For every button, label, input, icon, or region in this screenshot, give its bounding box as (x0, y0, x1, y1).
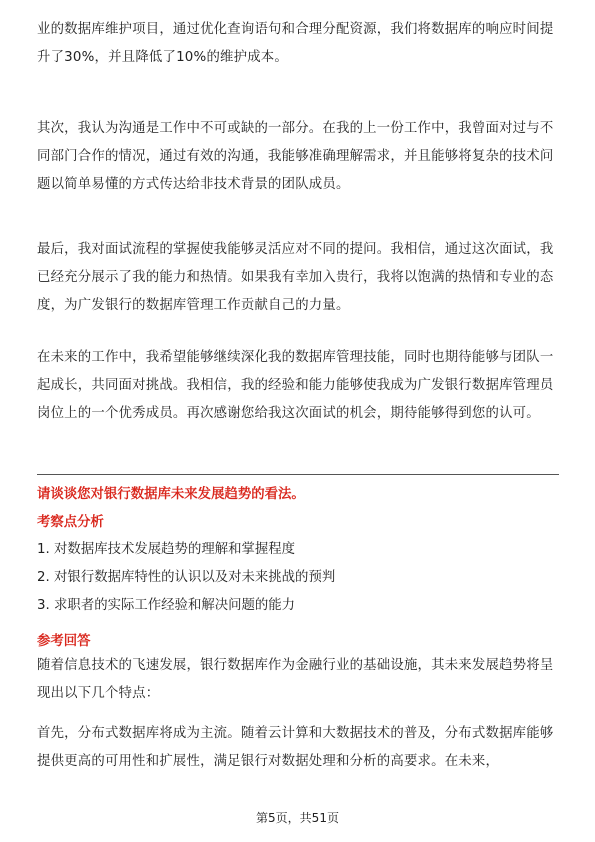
answer-paragraph: 首先，分布式数据库将成为主流。随着云计算和大数据技术的普及，分布式数据库能够提供更高的可用性和扩展性，满足银行对数据处理和分析的高要求。在未来， (37, 726, 554, 769)
page-number: 第5页，共51页 (256, 811, 339, 825)
body-paragraph: 其次，我认为沟通是工作中不可或缺的一部分。在我的上一份工作中，我曾面对过与不同部门合作的情况，通过有效的沟通，我能够准确理解需求，并且能够将复杂的技术问题以简单易懂的方式传达给非技术背景的团队成员。 (37, 121, 554, 192)
body-paragraph: 最后，我对面试流程的掌握使我能够灵活应对不同的提问。我相信，通过这次面试，我已经充分展示了我的能力和热情。如果我有幸加入贵行，我将以饱满的热情和专业的态度，为广发银行的数据库管理工作贡献自己的力量。 (37, 242, 554, 313)
section-divider (37, 474, 559, 475)
answer-heading: 参考回答 (37, 634, 91, 649)
analysis-heading: 考察点分析 (37, 515, 104, 530)
answer-paragraph: 随着信息技术的飞速发展，银行数据库作为金融行业的基础设施，其未来发展趋势将呈现出以下几个特点： (37, 658, 554, 701)
body-paragraph: 在未来的工作中，我希望能够继续深化我的数据库管理技能，同时也期待能够与团队一起成长，共同面对挑战。我相信，我的经验和能力能够使我成为广发银行数据库管理员岗位上的一个优秀成员。再次感谢您给我这次面试的机会，期待能够得到您的认可。 (37, 350, 554, 421)
body-paragraph: 业的数据库维护项目，通过优化查询语句和合理分配资源，我们将数据库的响应时间提升了30%，并且降低了10%的维护成本。 (37, 22, 554, 65)
interview-question: 请谈谈您对银行数据库未来发展趋势的看法。 (37, 487, 305, 502)
analysis-item: 3. 求职者的实际工作经验和解决问题的能力 (37, 598, 296, 613)
analysis-item: 2. 对银行数据库特性的认识以及对未来挑战的预判 (37, 570, 336, 585)
analysis-item: 1. 对数据库技术发展趋势的理解和掌握程度 (37, 542, 296, 557)
